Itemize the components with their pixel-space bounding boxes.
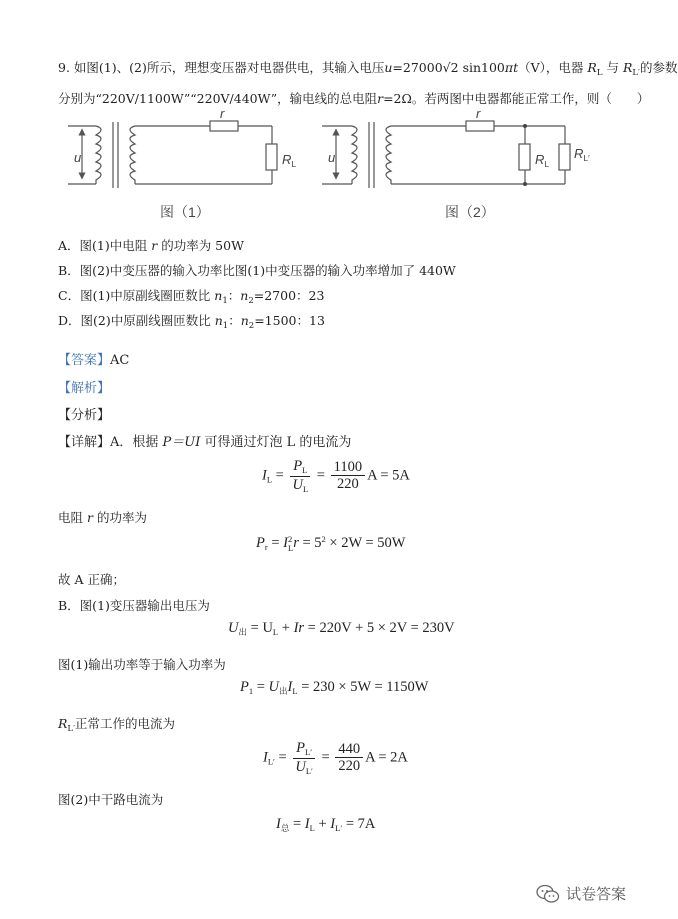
eq1-lhs-sub: L — [266, 474, 273, 485]
eq6-b-sub: L′ — [335, 823, 343, 833]
fig1-rl-sub: L — [291, 159, 297, 169]
fig2-resistor-r — [466, 121, 494, 131]
option-d-ratio: =1500：13 — [254, 313, 325, 328]
eq1-den-value: 220 — [336, 476, 359, 493]
option-d-text: D．图(2)中原副线圈匝数比 — [58, 313, 211, 328]
eq5-den-sub: L′ — [305, 765, 313, 776]
fig2-primary-coil — [352, 126, 357, 184]
fig1-rl-label — [282, 152, 296, 169]
eq2-rhs-sup: 2 — [321, 534, 326, 544]
eq5-lhs-sub: L′ — [267, 756, 275, 767]
rl-prime-symbol: R — [622, 60, 633, 75]
fig1-primary-coil — [96, 126, 101, 184]
eq1-num-sub: L — [302, 465, 308, 475]
eq5-num-value: 440 — [335, 741, 363, 759]
text-r-power-post: 的功率为 — [96, 510, 147, 525]
text-b3-r: R — [58, 716, 68, 731]
detail-label: 【详解】 — [58, 435, 111, 450]
eq3-ul-sub: L — [272, 627, 279, 637]
question-text-4: 的参数 — [639, 60, 678, 75]
eq4-u-sub: 出 — [279, 686, 288, 696]
option-d — [58, 311, 325, 331]
option-a — [58, 236, 244, 254]
fig2-junction-bottom — [523, 182, 527, 186]
answer-line — [58, 349, 129, 368]
text-b3 — [58, 714, 175, 734]
question-line-2-tail: =2Ω。若两图中电器都能正常工作，则（ ） — [383, 91, 650, 106]
eq5-num-sub: L′ — [305, 747, 313, 757]
eq2-r: r — [293, 535, 299, 551]
fig2-rl-sub: L — [544, 159, 550, 169]
option-c-n1: n — [214, 288, 223, 303]
detail-text-pre: A．根据 — [110, 435, 159, 450]
rl-prime-sub: L′ — [632, 68, 640, 78]
option-c-ratio: =2700：23 — [253, 288, 325, 303]
pi-t: πt — [504, 60, 519, 75]
detail-line — [58, 431, 351, 450]
sqrt-two: √2 — [442, 60, 459, 75]
figure-1-circuit — [68, 121, 277, 188]
detail-text-post: 可得通过灯泡 L 的电流为 — [204, 435, 352, 450]
eq2-rhs: × 2W = 50W — [329, 535, 406, 551]
watermark-text: 试卷答案 — [565, 885, 626, 903]
eq5-frac-2 — [335, 741, 363, 776]
fig2-rl-label — [535, 152, 549, 169]
fig2-rl-letter: R — [535, 152, 545, 167]
eq1-den-sub: L — [302, 483, 309, 494]
fig1-resistor-rl — [266, 144, 277, 170]
fenxi-label: 【分析】 — [58, 408, 111, 423]
u-symbol: u — [384, 60, 393, 75]
option-c-n2-sub: 2 — [248, 296, 254, 306]
eq2-lhs: P — [256, 535, 265, 551]
equation-output-voltage: $U_出 = U_L + Ir = 220V + 5 \times 2V = 230V$ — [228, 620, 455, 637]
text-b3-post: 正常工作的电流为 — [75, 716, 176, 731]
eq5-rhs: A = 2A — [365, 749, 408, 766]
option-a-text: A．图(1)中电阻 — [58, 238, 148, 253]
eq2-mid: I — [283, 535, 288, 551]
text-r-power — [58, 508, 147, 526]
eq6-b: I — [330, 816, 336, 832]
fig1-u-label: u — [74, 150, 82, 165]
text-r-power-r: r — [87, 510, 93, 525]
text-b2: 图(1)输出功率等于输入功率为 — [58, 657, 226, 672]
rl-sub: L — [596, 68, 603, 78]
eq4-i-sub: L — [292, 686, 298, 696]
eq2-lhs-sub: r — [264, 542, 268, 552]
question-line-1 — [58, 58, 678, 78]
text-b3-sub: L′ — [67, 724, 75, 734]
conclusion-a: 故 A 正确； — [58, 572, 125, 587]
fig1-resistor-r — [210, 121, 238, 131]
option-c-n1-sub: 1 — [222, 296, 228, 306]
fig1-rl-letter: R — [282, 152, 292, 167]
watermark — [536, 883, 626, 904]
question-number: 9. — [58, 60, 70, 75]
r-symbol: r — [377, 91, 384, 106]
fig2-rl-prime-letter: R — [574, 146, 584, 161]
eq6-lhs-sub: 总 — [280, 823, 290, 833]
equation-current-l-prime: $I_{L'}$ = $\frac{P_{L'}}{U_{L'}}$ = $\frac{440}{220}$ A = 2A — [263, 740, 408, 776]
option-d-n1-sub: 1 — [222, 321, 229, 331]
eq5-lhs: I — [263, 749, 268, 766]
option-a-post: 的功率为 50W — [161, 238, 244, 253]
eq5-den-value: 220 — [338, 758, 361, 775]
eq2-mid-sup: 2 — [287, 534, 293, 545]
fig1-secondary-coil — [130, 126, 135, 184]
option-c-n2: n — [240, 288, 249, 303]
question-text: 如图(1)、(2)所示，理想变压器对电器供电，其输入电压 — [73, 60, 385, 75]
eq1-num-value: 1100 — [331, 459, 365, 477]
option-a-r: r — [151, 238, 158, 253]
question-line-2 — [58, 89, 649, 107]
eq1-rhs: A = 5A — [367, 467, 410, 484]
equation-current-l: $I_L$ = $\frac{P_L}{U_L}$ = $\frac{1100}{220}$ A = 5A — [262, 458, 410, 494]
eq4-u: U — [268, 679, 280, 695]
eq3-lhs-sub: 出 — [238, 627, 247, 637]
answer-value: AC — [110, 353, 130, 368]
circuit-figures — [0, 112, 650, 232]
eq5-den: U — [295, 758, 306, 775]
text-b4: 图(2)中干路电流为 — [58, 792, 164, 807]
eq6-lhs: I — [276, 816, 281, 832]
fig2-r-label: r — [476, 106, 481, 121]
fig2-caption: 图（2） — [445, 204, 495, 220]
question-text-2: ，电器 — [545, 60, 584, 75]
eq3-rhs: 220V + 5 × 2V = 230V — [319, 620, 455, 636]
fig2-rl-prime-label — [574, 146, 590, 163]
eq5-frac-1 — [292, 740, 316, 776]
question-text-3: 与 — [606, 60, 619, 75]
fig1-r-label: r — [220, 106, 225, 121]
eq3-ir: Ir — [293, 620, 305, 636]
eq2-mid-sub: L — [287, 542, 294, 553]
eq4-rhs: 230 × 5W = 1150W — [313, 679, 429, 695]
equation-total-current: $I_总 = I_L + I_{L'} = 7A$ — [276, 816, 376, 833]
text-b1: B．图(1)变压器输出电压为 — [58, 598, 210, 613]
fig1-caption: 图（1） — [160, 204, 210, 220]
eq2-rhs-base: 5 — [314, 535, 322, 551]
wechat-icon — [536, 884, 560, 904]
eq1-num: P — [293, 458, 303, 474]
eq4-lhs: P — [240, 679, 249, 695]
figure-2-circuit — [322, 121, 570, 188]
option-d-n2: n — [240, 313, 249, 328]
eq6-a: I — [304, 816, 310, 832]
option-c-colon: ： — [227, 288, 241, 303]
option-d-n1: n — [214, 313, 223, 328]
fig2-resistor-rl — [519, 144, 530, 170]
volt-unit: （V） — [518, 60, 546, 75]
eq1-frac-1 — [289, 458, 311, 494]
fig2-junction-top — [523, 124, 527, 128]
option-d-colon: ： — [228, 313, 241, 328]
fig2-secondary-coil — [386, 126, 391, 184]
eq1-den: U — [292, 476, 303, 493]
text-r-power-pre: 电阻 — [58, 510, 84, 525]
eq3-ul: U — [262, 620, 273, 636]
question-line-2-text: 分别为“220V/1100W”“220V/440W”，输电线的总电阻 — [58, 91, 378, 106]
answer-label: 【答案】 — [58, 353, 111, 368]
detail-formula: P＝UI — [162, 435, 201, 450]
eq6-rhs: = 7A — [345, 816, 376, 832]
eq6-a-sub: L — [309, 823, 315, 833]
analysis-label: 【解析】 — [58, 381, 111, 396]
sin-term: sin100 — [462, 60, 505, 75]
eq4-lhs-sub: 1 — [248, 686, 254, 696]
option-c-text: C．图(1)中原副线圈匝数比 — [58, 288, 211, 303]
option-b: B．图(2)中变压器的输入功率比图(1)中变压器的输入功率增加了 440W — [58, 263, 456, 278]
equation-output-power: $P_1 = U_出I_L = 230 \times 5W = 1150W$ — [240, 679, 429, 696]
eq4-i: I — [287, 679, 293, 695]
equation-r-power: $P_r = I$ 2 L $r = 5^2 \times 2W = 50W$ — [256, 534, 406, 553]
fig2-u-label: u — [328, 150, 336, 165]
fig2-rl-prime-sub: L′ — [583, 153, 590, 163]
rl-symbol: R — [587, 60, 597, 75]
u-amplitude: =27000 — [392, 60, 443, 75]
eq1-lhs: I — [262, 467, 267, 484]
eq5-num: P — [296, 740, 306, 756]
fig2-resistor-rl-prime — [559, 144, 570, 170]
eq3-lhs: U — [228, 620, 239, 636]
option-c — [58, 286, 324, 306]
eq1-frac-2 — [331, 459, 365, 494]
option-d-n2-sub: 2 — [248, 321, 255, 331]
